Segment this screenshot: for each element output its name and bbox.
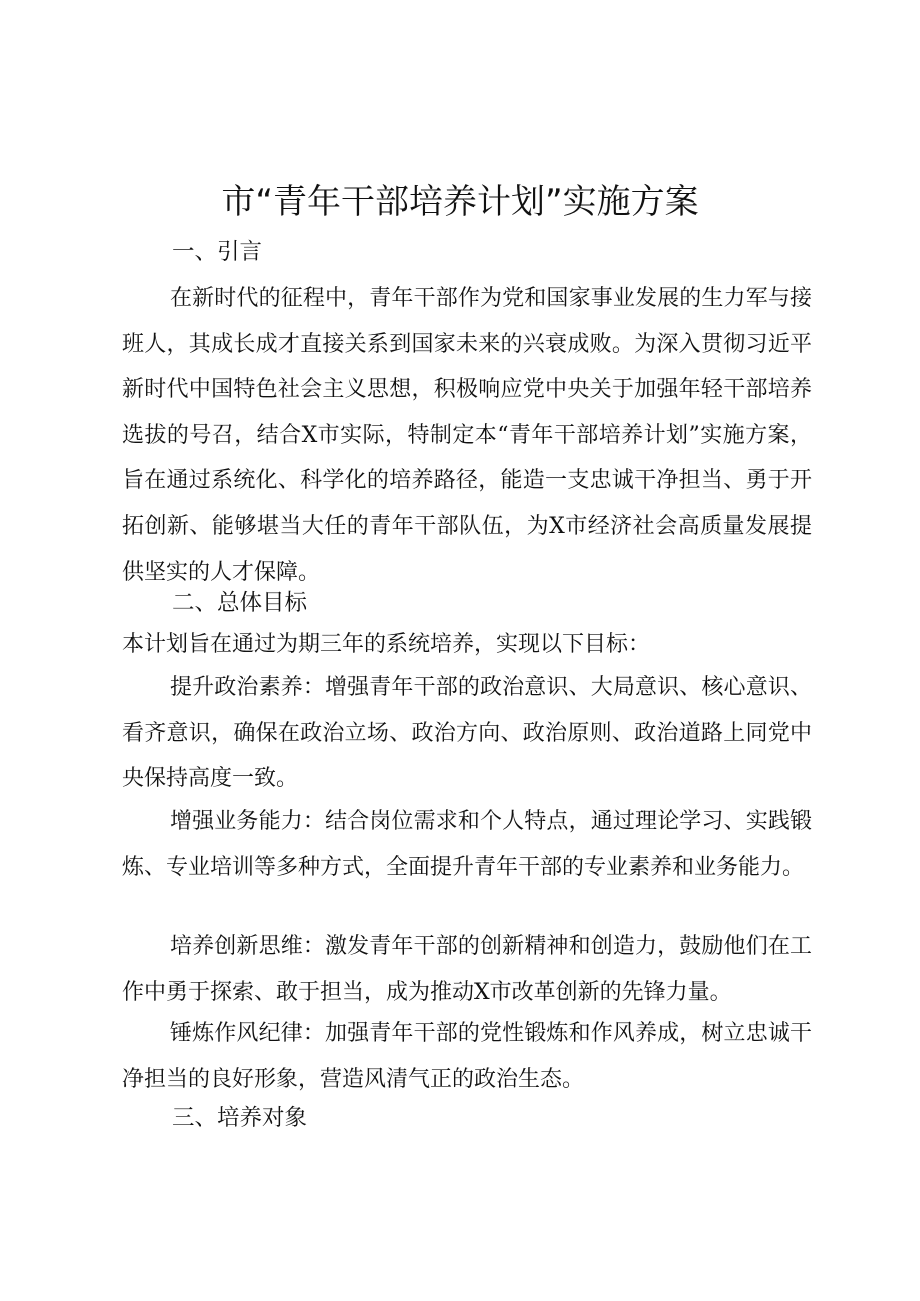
goal-paragraph-political: 提升政治素养：增强青年干部的政治意识、大局意识、核心意识、看齐意识，确保在政治立场、政治方向、政治原则、政治道路上同党中央保持高度一致。 <box>122 675 812 792</box>
goals-intro-paragraph: 本计划旨在通过为期三年的系统培养，实现以下目标： <box>122 632 651 657</box>
section-heading-overall-goals: 二、总体目标 <box>172 590 308 616</box>
goal-paragraph-innovation: 培养创新思维：激发青年干部的创新精神和创造力，鼓励他们在工作中勇于探索、敢于担当，成为推动X市改革创新的先锋力量。 <box>122 934 812 1005</box>
document-title: 市“青年干部培养计划”实施方案 <box>221 182 699 222</box>
introduction-paragraph: 在新时代的征程中，青年干部作为党和国家事业发展的生力军与接班人，其成长成才直接关系到国家未来的兴衰成败。为深入贯彻习近平新时代中国特色社会主义思想，积极响应党中央关于加强年轻干部培养选拔的号召，结合X市实际，特制定本“青年干部培养计划”实施方案，旨在通过系统化、科学化的培养路径，能造一支忠诚干净担当、勇于开拓创新、能够堪当大任的青年干部队伍，为X市经济社会高质量发展提供坚实的人才保障。 <box>122 286 812 585</box>
section-heading-training-targets: 三、培养对象 <box>172 1105 308 1131</box>
goal-paragraph-discipline: 锤炼作风纪律：加强青年干部的党性锻炼和作风养成，树立忠诚干净担当的良好形象，营造风清气正的政治生态。 <box>122 1021 812 1092</box>
section-heading-introduction: 一、引言 <box>172 239 263 265</box>
goal-paragraph-business: 增强业务能力：结合岗位需求和个人特点，通过理论学习、实践锻炼、专业培训等多种方式，全面提升青年干部的专业素养和业务能力。 <box>122 809 812 880</box>
